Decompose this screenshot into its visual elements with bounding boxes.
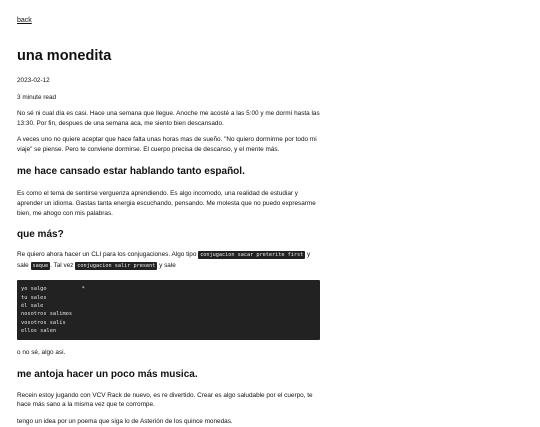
post-date: 2023-02-12 bbox=[17, 77, 50, 84]
inline-code-command-2: conjugacion salir present bbox=[77, 262, 156, 269]
read-time: 3 minute read bbox=[17, 94, 57, 101]
inline-code-result: saque bbox=[32, 262, 49, 269]
back-link[interactable]: back bbox=[17, 17, 32, 24]
paragraph-4-text-2: y sale bbox=[17, 251, 311, 269]
paragraph-3: Es como el tema de sentirse verguenza aprendiendo. Es algo incomodo, una realidad de estudiar y aprender un idioma. Gastas tanta energia escuchando, pensando. Me molesta que no puedo expresarme bien, me ahogo con mis palabras. bbox=[17, 190, 316, 217]
paragraph-4-text-1: Re quiero ahora hacer un CLI para los conjugaciones. Algo tipo bbox=[17, 251, 199, 259]
paragraph-7: tengo un idea por un poema que siga lo de Asterión de los quince monedas. bbox=[17, 417, 233, 425]
section-heading-musica: me antoja hacer un poco más musica. bbox=[17, 368, 198, 380]
section-heading-cansado: me hace cansado estar hablando tanto español. bbox=[17, 166, 245, 178]
paragraph-4-text-4: y sale bbox=[157, 261, 176, 269]
code-block-conjugation: yo salgo * tu sales él sale nosotros salimos vosotros salís ellos salen bbox=[17, 280, 320, 340]
post-content bbox=[17, 9, 320, 427]
inline-code-command-1: conjugacion sacar preterite first bbox=[200, 252, 304, 259]
paragraph-5: o no sé, algo asi. bbox=[17, 349, 66, 357]
post-title: una monedita bbox=[17, 48, 112, 64]
paragraph-1: No sé ni cual día es casi. Hace una semana que llegue. Anoche me acosté a las 5:00 y me dormí hasta las 13:30. Por fin, despues de una semana aca, me siento bien descansado. bbox=[17, 110, 320, 127]
paragraph-4 bbox=[17, 250, 320, 271]
paragraph-2: A veces uno no quiere aceptar que hace falta unas horas mas de sueño. "No quiero dormirme por todo mi viaje" se piense. Pero te conviene dormirse. El cuerpo precisa de descanso, y el mente más. bbox=[17, 136, 317, 153]
paragraph-6: Recein estoy jugando con VCV Rack de nuevo, es re divertido. Crear es algo saludable por el cuerpo, te hace más sano a la misma vez que te corrompe. bbox=[17, 391, 313, 409]
paragraph-4-text-3: . Tal vez bbox=[50, 261, 76, 269]
section-heading-que-mas: que más? bbox=[17, 229, 64, 241]
